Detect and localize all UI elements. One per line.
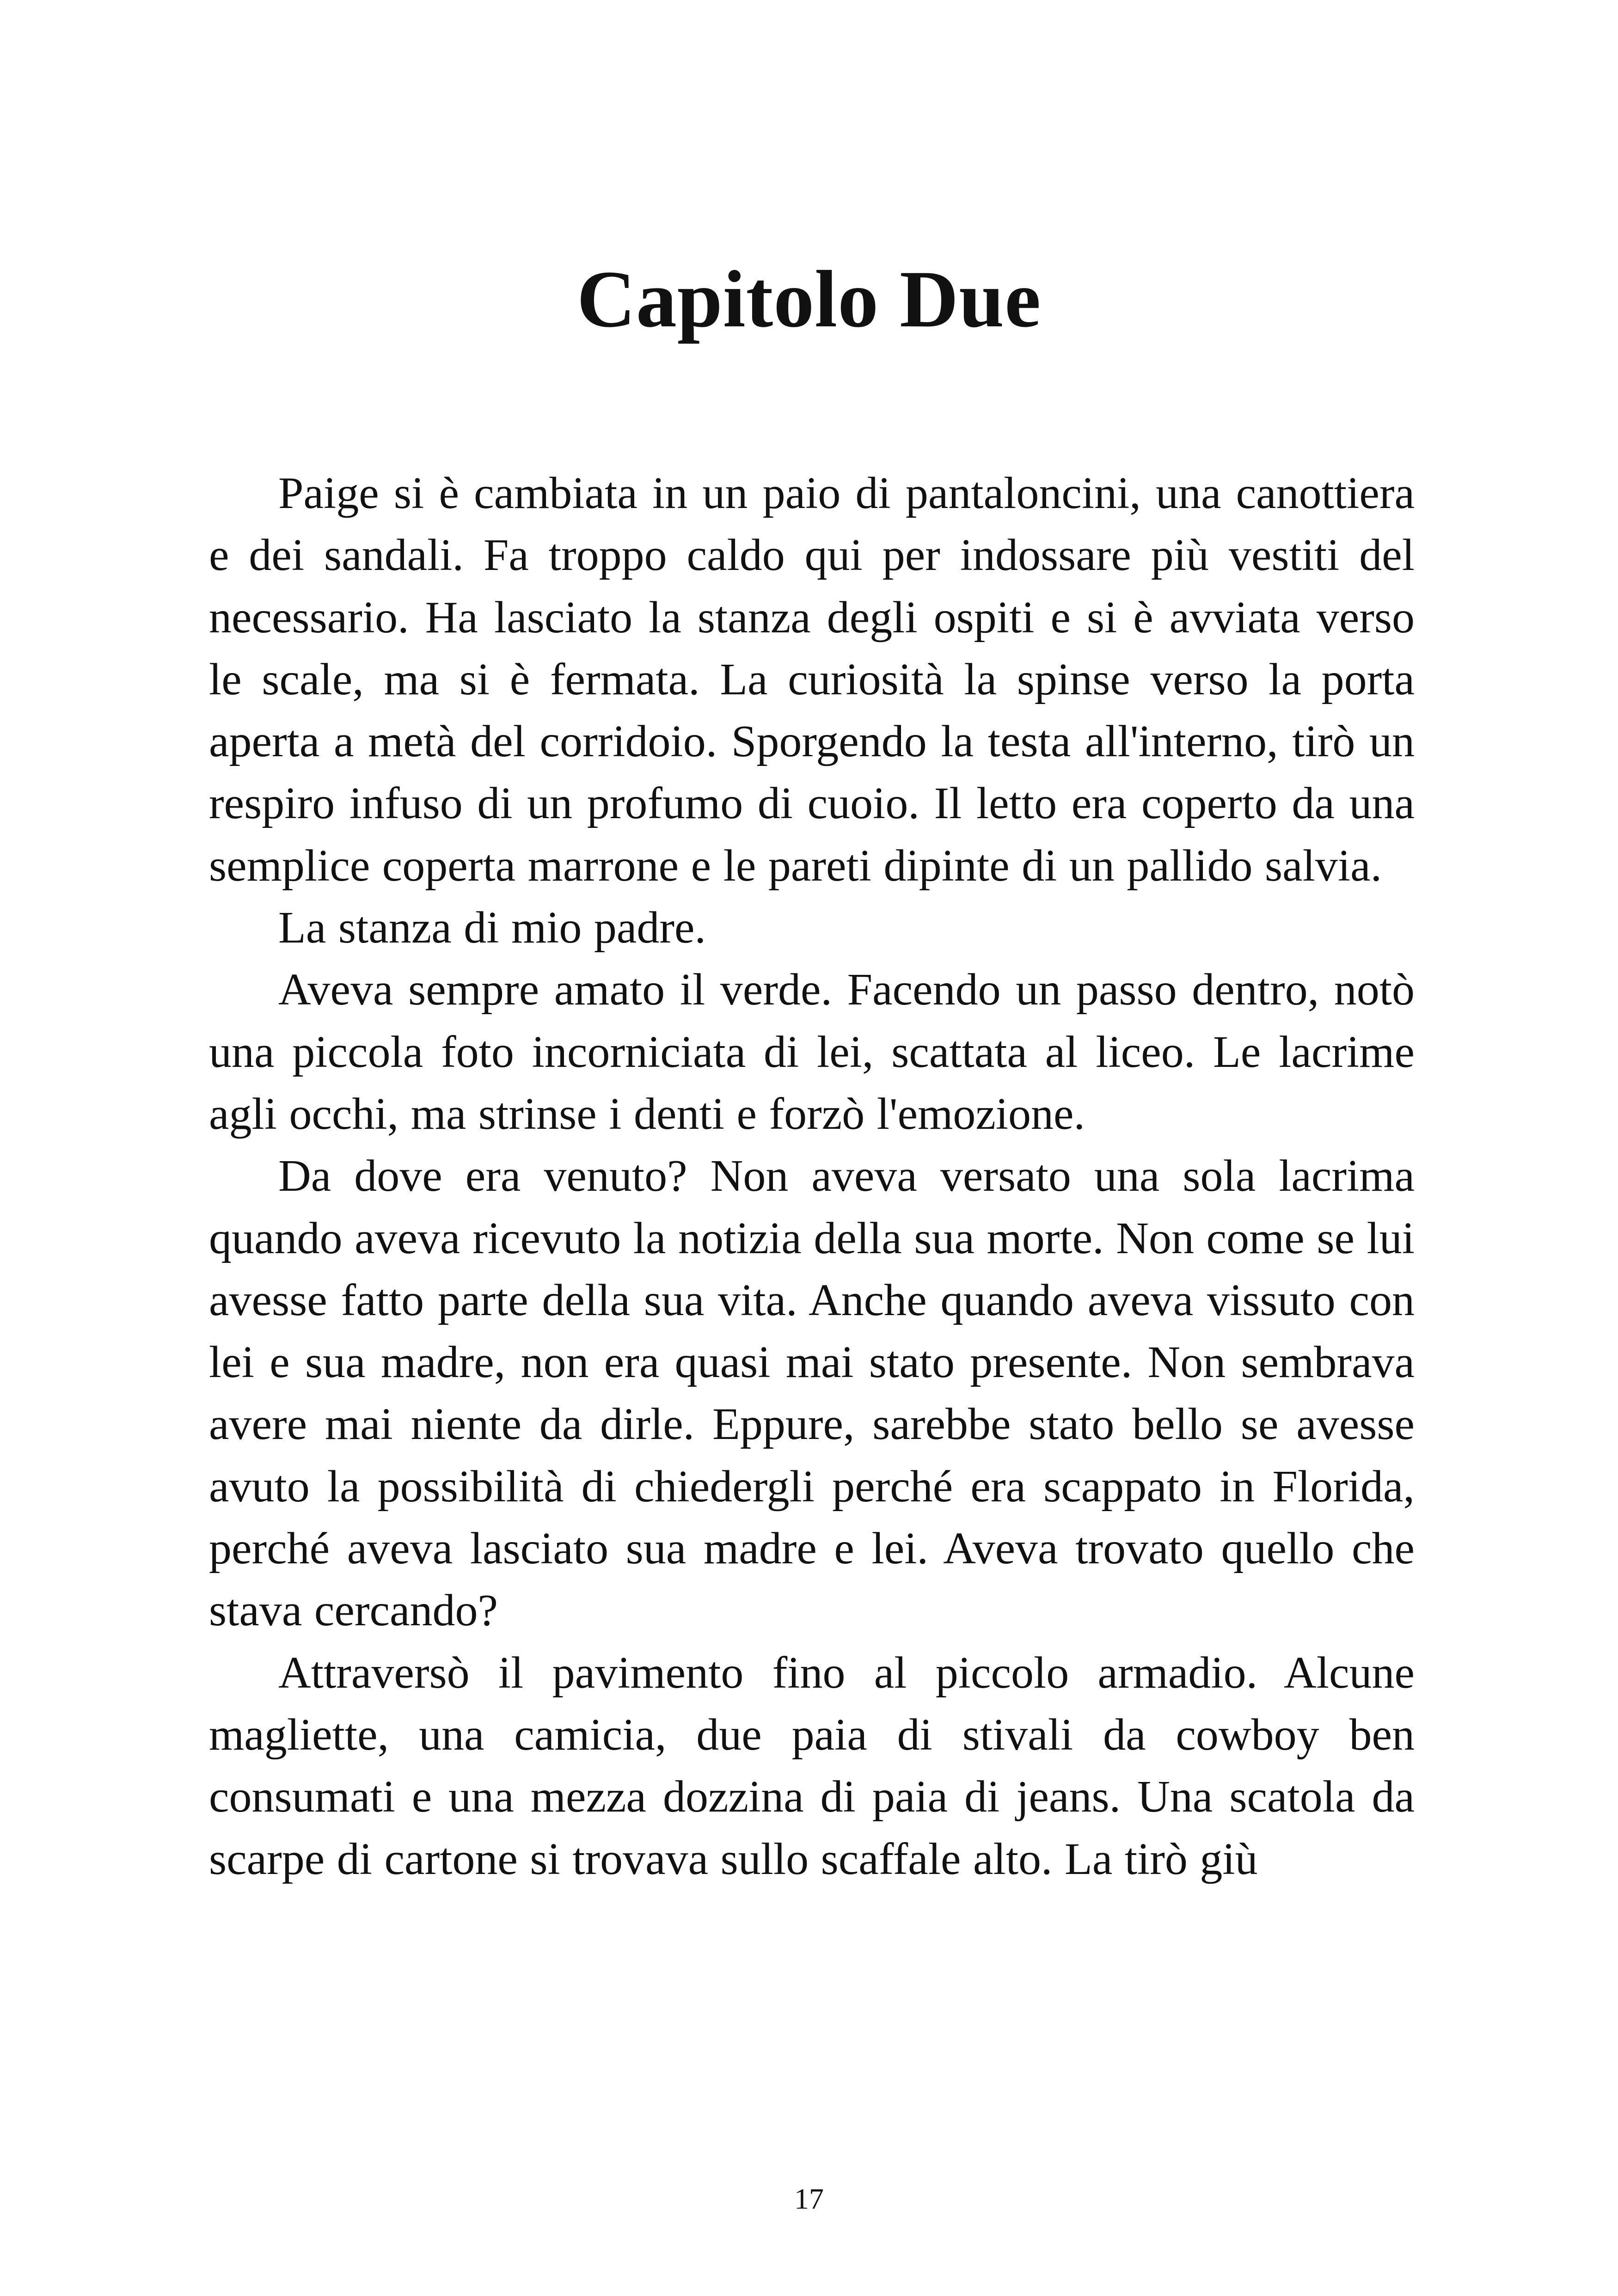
paragraph: Paige si è cambiata in un paio di pantaloncini, una canottiera e dei sandali. Fa troppo caldo qui per indossare più vestiti del necessario. Ha lasciato la stanza degli ospiti e si è avviata verso le scale, ma si è fermata. La curiosità la spinse verso la porta aperta a metà del corridoio. Sporgendo la testa all'interno, tirò un respiro infuso di un profumo di cuoio. Il letto era coperto da una semplice coperta marrone e le pareti dipinte di un pallido salvia. [209, 468, 1415, 891]
chapter-body [209, 462, 1415, 1890]
paragraph: Aveva sempre amato il verde. Facendo un passo dentro, notò una piccola foto incorniciata di lei, scattata al liceo. Le lacrime agli occhi, ma strinse i denti e forzò l'emozione. [209, 965, 1415, 1139]
page-number: 17 [794, 2182, 824, 2215]
paragraph: Da dove era venuto? Non aveva versato una sola lacrima quando aveva ricevuto la notizia della sua morte. Non come se lui avesse fatto parte della sua vita. Anche quando aveva vissuto con lei e sua madre, non era quasi mai stato presente. Non sembrava avere mai niente da dirle. Eppure, sarebbe stato bello se avesse avuto la possibilità di chiedergli perché era scappato in Florida, perché aveva lasciato sua madre e lei. Aveva trovato quello che stava cercando? [209, 1151, 1415, 1636]
paragraph: Attraversò il pavimento fino al piccolo armadio. Alcune magliette, una camicia, due paia di stivali da cowboy ben consumati e una mezza dozzina di paia di jeans. Una scatola da scarpe di cartone si trovava sullo scaffale alto. La tirò giù [209, 1647, 1415, 1884]
chapter-title: Capitolo Due [576, 254, 1042, 344]
paragraph: La stanza di mio padre. [278, 903, 706, 953]
